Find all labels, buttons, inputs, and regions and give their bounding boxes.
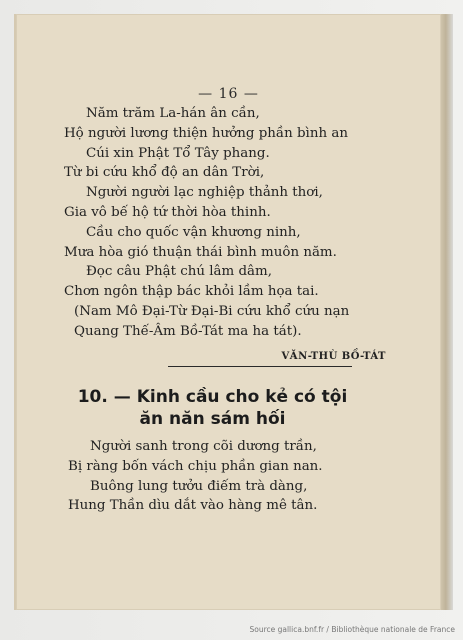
section-number: 10. —	[77, 387, 131, 407]
page-number: — 16 —	[198, 86, 259, 102]
poem-line: Cúi xin Phật Tổ Tây phang.	[86, 145, 270, 161]
section-heading	[0, 386, 425, 430]
poem2-line: Bị ràng bốn vách chịu phần gian nan.	[68, 458, 323, 474]
poem-line: (Nam Mô Đại-Từ Đại-Bi cứu khổ cứu nạn	[74, 303, 350, 319]
poem2-line: Người sanh trong cõi dương trần,	[90, 439, 317, 454]
poem-line: Hộ người lương thiện hưởng phần bình an	[64, 125, 348, 141]
poem-block	[64, 104, 404, 342]
poem-line: Gia vô bế hộ tứ thời hòa thinh.	[64, 204, 271, 220]
source-credit: Source gallica.bnf.fr / Bibliothèque nationale de France	[249, 625, 455, 634]
poem-line: Cầu cho quốc vận khương ninh,	[86, 224, 301, 240]
page-edge-right	[441, 14, 453, 610]
poem-line: Từ bi cứu khổ độ an dân Trời,	[64, 165, 265, 181]
poem2-block	[68, 437, 408, 516]
poem-line: Đọc câu Phật chú lâm dâm,	[86, 264, 272, 280]
poem-line: Người người lạc nghiệp thảnh thơi,	[86, 185, 323, 201]
poem2-line: Buông lung tưởu điếm trà dàng,	[90, 478, 308, 494]
poem-line: Mưa hòa gió thuận thái bình muôn năm.	[64, 244, 337, 260]
section-divider	[168, 366, 352, 367]
section-title-line2: ăn năn sám hối	[139, 409, 286, 429]
attribution: VĂN-THÙ BỒ-TÁT	[281, 351, 386, 362]
poem-line: Quang Thế-Âm Bồ-Tát ma ha tát).	[74, 323, 302, 339]
section-title-line1: Kinh cầu cho kẻ có tội	[136, 387, 348, 407]
poem-line: Năm trăm La-hán ân cần,	[86, 106, 260, 121]
poem2-line: Hung Thần dìu dắt vào hàng mê tân.	[68, 498, 318, 514]
poem-line: Chơn ngôn thập bác khỏi lầm họa tai.	[64, 284, 319, 300]
